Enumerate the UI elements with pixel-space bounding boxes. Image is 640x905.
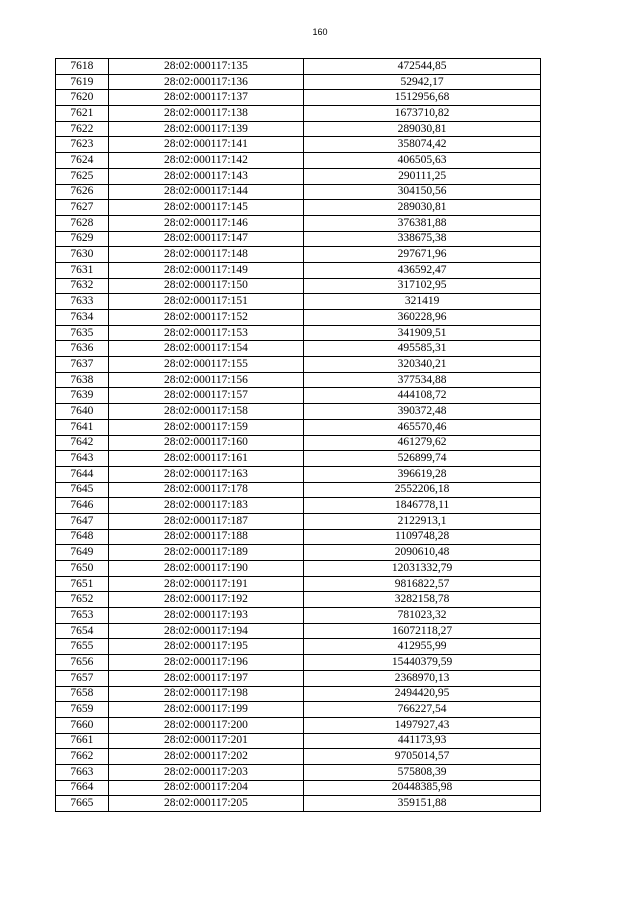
row-number-cell: 7657 [56, 670, 109, 686]
row-number-cell: 7623 [56, 137, 109, 153]
cadastral-number-cell: 28:02:000117:198 [108, 686, 304, 702]
table-row [56, 749, 541, 765]
table-row [56, 529, 541, 545]
table-row [56, 451, 541, 467]
row-number-cell: 7630 [56, 247, 109, 263]
row-number-cell: 7647 [56, 513, 109, 529]
cadastral-number-cell: 28:02:000117:163 [108, 466, 304, 482]
table-row [56, 466, 541, 482]
row-number-cell: 7645 [56, 482, 109, 498]
table-row [56, 639, 541, 655]
value-cell: 289030,81 [304, 200, 541, 216]
table-row [56, 357, 541, 373]
cadastral-number-cell: 28:02:000117:187 [108, 513, 304, 529]
row-number-cell: 7627 [56, 200, 109, 216]
table-row [56, 686, 541, 702]
cadastral-number-cell: 28:02:000117:191 [108, 576, 304, 592]
cadastral-number-cell: 28:02:000117:142 [108, 153, 304, 169]
cadastral-number-cell: 28:02:000117:201 [108, 733, 304, 749]
page-number: 160 [312, 27, 328, 37]
row-number-cell: 7658 [56, 686, 109, 702]
cadastral-number-cell: 28:02:000117:151 [108, 294, 304, 310]
value-cell: 3282158,78 [304, 592, 541, 608]
value-cell: 465570,46 [304, 419, 541, 435]
cadastral-number-cell: 28:02:000117:153 [108, 325, 304, 341]
value-cell: 52942,17 [304, 74, 541, 90]
row-number-cell: 7634 [56, 310, 109, 326]
cadastral-number-cell: 28:02:000117:204 [108, 780, 304, 796]
value-cell: 304150,56 [304, 184, 541, 200]
value-cell: 12031332,79 [304, 561, 541, 577]
cadastral-number-cell: 28:02:000117:188 [108, 529, 304, 545]
row-number-cell: 7637 [56, 357, 109, 373]
table-row [56, 168, 541, 184]
cadastral-number-cell: 28:02:000117:149 [108, 262, 304, 278]
table-row [56, 341, 541, 357]
value-cell: 575808,39 [304, 764, 541, 780]
value-cell: 406505,63 [304, 153, 541, 169]
table-row [56, 90, 541, 106]
cadastral-number-cell: 28:02:000117:146 [108, 215, 304, 231]
table-row [56, 733, 541, 749]
table-row [56, 608, 541, 624]
value-cell: 1497927,43 [304, 717, 541, 733]
table-row [56, 184, 541, 200]
cadastral-number-cell: 28:02:000117:200 [108, 717, 304, 733]
table-row [56, 247, 541, 263]
cadastral-number-cell: 28:02:000117:144 [108, 184, 304, 200]
value-cell: 2090610,48 [304, 545, 541, 561]
table-row [56, 278, 541, 294]
table-row [56, 59, 541, 75]
row-number-cell: 7618 [56, 59, 109, 75]
row-number-cell: 7665 [56, 796, 109, 812]
value-cell: 358074,42 [304, 137, 541, 153]
table-row [56, 592, 541, 608]
table-row [56, 764, 541, 780]
value-cell: 2552206,18 [304, 482, 541, 498]
table-row [56, 561, 541, 577]
row-number-cell: 7626 [56, 184, 109, 200]
row-number-cell: 7655 [56, 639, 109, 655]
value-cell: 321419 [304, 294, 541, 310]
row-number-cell: 7635 [56, 325, 109, 341]
cadastral-number-cell: 28:02:000117:205 [108, 796, 304, 812]
value-cell: 317102,95 [304, 278, 541, 294]
table-row [56, 513, 541, 529]
table-row [56, 435, 541, 451]
cadastral-number-cell: 28:02:000117:202 [108, 749, 304, 765]
value-cell: 412955,99 [304, 639, 541, 655]
value-cell: 472544,85 [304, 59, 541, 75]
cadastral-number-cell: 28:02:000117:194 [108, 623, 304, 639]
row-number-cell: 7619 [56, 74, 109, 90]
row-number-cell: 7659 [56, 702, 109, 718]
row-number-cell: 7641 [56, 419, 109, 435]
cadastral-number-cell: 28:02:000117:196 [108, 655, 304, 671]
row-number-cell: 7638 [56, 372, 109, 388]
value-cell: 1673710,82 [304, 106, 541, 122]
table-row [56, 137, 541, 153]
table-row [56, 325, 541, 341]
cadastral-number-cell: 28:02:000117:158 [108, 404, 304, 420]
row-number-cell: 7640 [56, 404, 109, 420]
value-cell: 1512956,68 [304, 90, 541, 106]
value-cell: 444108,72 [304, 388, 541, 404]
table-row [56, 121, 541, 137]
cadastral-number-cell: 28:02:000117:135 [108, 59, 304, 75]
table-row [56, 482, 541, 498]
value-cell: 376381,88 [304, 215, 541, 231]
value-cell: 2494420,95 [304, 686, 541, 702]
row-number-cell: 7664 [56, 780, 109, 796]
value-cell: 9816822,57 [304, 576, 541, 592]
row-number-cell: 7629 [56, 231, 109, 247]
row-number-cell: 7622 [56, 121, 109, 137]
row-number-cell: 7651 [56, 576, 109, 592]
value-cell: 360228,96 [304, 310, 541, 326]
value-cell: 9705014,57 [304, 749, 541, 765]
value-cell: 359151,88 [304, 796, 541, 812]
table-row [56, 106, 541, 122]
cadastral-number-cell: 28:02:000117:203 [108, 764, 304, 780]
cadastral-number-cell: 28:02:000117:189 [108, 545, 304, 561]
table-row [56, 388, 541, 404]
value-cell: 2368970,13 [304, 670, 541, 686]
row-number-cell: 7620 [56, 90, 109, 106]
row-number-cell: 7631 [56, 262, 109, 278]
cadastral-number-cell: 28:02:000117:147 [108, 231, 304, 247]
table-row [56, 655, 541, 671]
value-cell: 341909,51 [304, 325, 541, 341]
row-number-cell: 7646 [56, 498, 109, 514]
value-cell: 16072118,27 [304, 623, 541, 639]
table-row [56, 419, 541, 435]
row-number-cell: 7644 [56, 466, 109, 482]
row-number-cell: 7661 [56, 733, 109, 749]
value-cell: 495585,31 [304, 341, 541, 357]
value-cell: 338675,38 [304, 231, 541, 247]
table-row [56, 670, 541, 686]
cadastral-number-cell: 28:02:000117:137 [108, 90, 304, 106]
cadastral-number-cell: 28:02:000117:195 [108, 639, 304, 655]
value-cell: 1846778,11 [304, 498, 541, 514]
cadastral-number-cell: 28:02:000117:160 [108, 435, 304, 451]
table-row [56, 796, 541, 812]
table-row [56, 780, 541, 796]
value-cell: 377534,88 [304, 372, 541, 388]
row-number-cell: 7648 [56, 529, 109, 545]
value-cell: 2122913,1 [304, 513, 541, 529]
row-number-cell: 7656 [56, 655, 109, 671]
row-number-cell: 7625 [56, 168, 109, 184]
cadastral-number-cell: 28:02:000117:139 [108, 121, 304, 137]
cadastral-number-cell: 28:02:000117:190 [108, 561, 304, 577]
table-row [56, 623, 541, 639]
cadastral-number-cell: 28:02:000117:152 [108, 310, 304, 326]
table-row [56, 231, 541, 247]
row-number-cell: 7660 [56, 717, 109, 733]
table-row [56, 545, 541, 561]
cadastral-number-cell: 28:02:000117:141 [108, 137, 304, 153]
cadastral-number-cell: 28:02:000117:155 [108, 357, 304, 373]
table-row [56, 576, 541, 592]
row-number-cell: 7653 [56, 608, 109, 624]
row-number-cell: 7633 [56, 294, 109, 310]
cadastral-number-cell: 28:02:000117:154 [108, 341, 304, 357]
row-number-cell: 7642 [56, 435, 109, 451]
cadastral-number-cell: 28:02:000117:145 [108, 200, 304, 216]
value-cell: 436592,47 [304, 262, 541, 278]
row-number-cell: 7652 [56, 592, 109, 608]
row-number-cell: 7649 [56, 545, 109, 561]
cadastral-number-cell: 28:02:000117:157 [108, 388, 304, 404]
table-row [56, 404, 541, 420]
cadastral-number-cell: 28:02:000117:136 [108, 74, 304, 90]
value-cell: 290111,25 [304, 168, 541, 184]
cadastral-number-cell: 28:02:000117:150 [108, 278, 304, 294]
value-cell: 289030,81 [304, 121, 541, 137]
cadastral-number-cell: 28:02:000117:199 [108, 702, 304, 718]
cadastral-number-cell: 28:02:000117:143 [108, 168, 304, 184]
row-number-cell: 7643 [56, 451, 109, 467]
cadastral-number-cell: 28:02:000117:159 [108, 419, 304, 435]
cadastral-number-cell: 28:02:000117:161 [108, 451, 304, 467]
value-cell: 766227,54 [304, 702, 541, 718]
value-cell: 15440379,59 [304, 655, 541, 671]
table-row [56, 153, 541, 169]
table-row [56, 372, 541, 388]
cadastral-number-cell: 28:02:000117:192 [108, 592, 304, 608]
value-cell: 396619,28 [304, 466, 541, 482]
row-number-cell: 7624 [56, 153, 109, 169]
row-number-cell: 7654 [56, 623, 109, 639]
row-number-cell: 7636 [56, 341, 109, 357]
cadastral-number-cell: 28:02:000117:178 [108, 482, 304, 498]
cadastral-number-cell: 28:02:000117:183 [108, 498, 304, 514]
row-number-cell: 7662 [56, 749, 109, 765]
table-row [56, 717, 541, 733]
row-number-cell: 7621 [56, 106, 109, 122]
row-number-cell: 7650 [56, 561, 109, 577]
table-row [56, 262, 541, 278]
row-number-cell: 7639 [56, 388, 109, 404]
row-number-cell: 7632 [56, 278, 109, 294]
table-body [56, 59, 541, 812]
value-cell: 20448385,98 [304, 780, 541, 796]
table-row [56, 294, 541, 310]
value-cell: 781023,32 [304, 608, 541, 624]
value-cell: 320340,21 [304, 357, 541, 373]
value-cell: 1109748,28 [304, 529, 541, 545]
row-number-cell: 7628 [56, 215, 109, 231]
table-row [56, 498, 541, 514]
cadastral-number-cell: 28:02:000117:197 [108, 670, 304, 686]
value-cell: 390372,48 [304, 404, 541, 420]
table-row [56, 310, 541, 326]
cadastral-number-cell: 28:02:000117:156 [108, 372, 304, 388]
table-row [56, 215, 541, 231]
table-row [56, 702, 541, 718]
value-cell: 441173,93 [304, 733, 541, 749]
cadastral-number-cell: 28:02:000117:138 [108, 106, 304, 122]
cadastre-table [55, 58, 541, 812]
value-cell: 297671,96 [304, 247, 541, 263]
cadastral-number-cell: 28:02:000117:148 [108, 247, 304, 263]
cadastral-number-cell: 28:02:000117:193 [108, 608, 304, 624]
table-row [56, 200, 541, 216]
value-cell: 526899,74 [304, 451, 541, 467]
value-cell: 461279,62 [304, 435, 541, 451]
table-row [56, 74, 541, 90]
row-number-cell: 7663 [56, 764, 109, 780]
